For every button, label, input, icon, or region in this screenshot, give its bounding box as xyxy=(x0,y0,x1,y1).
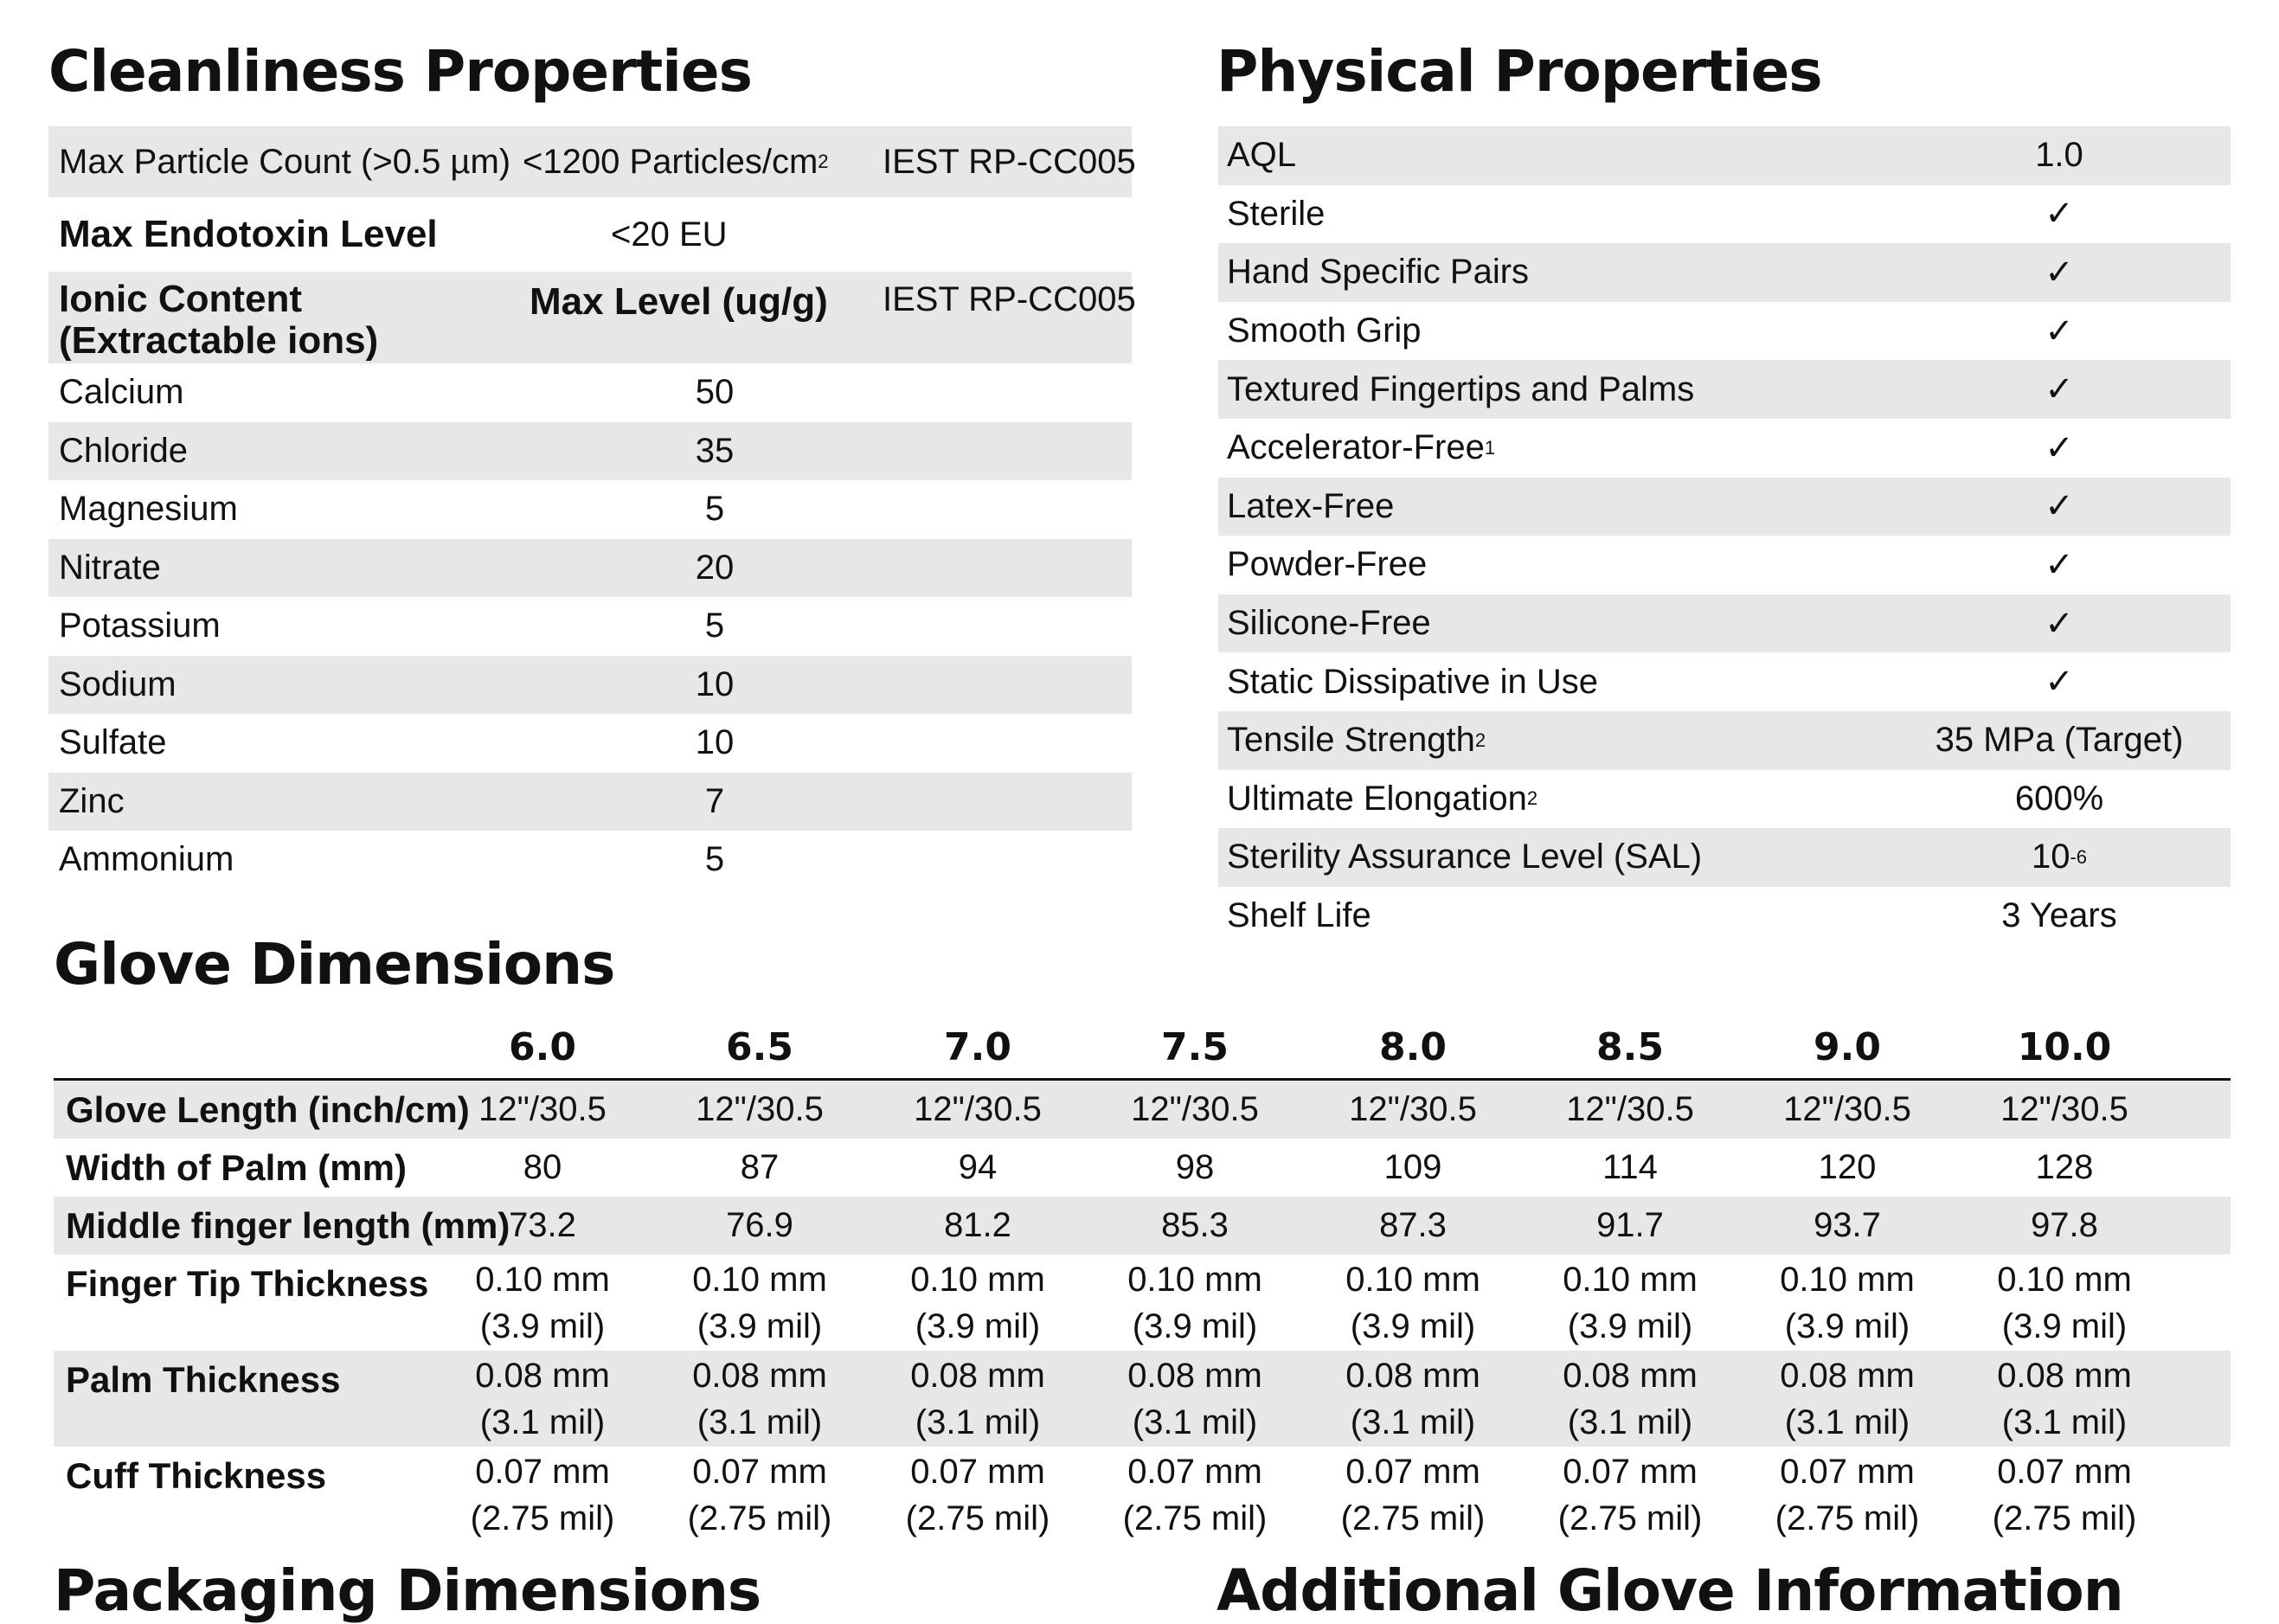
ion-name: Ammonium xyxy=(59,840,234,879)
dimension-mm: 0.10 mm xyxy=(1780,1260,1915,1299)
table-row xyxy=(1218,126,2231,185)
property-value xyxy=(1929,887,2189,946)
dimension-mm: 0.07 mm xyxy=(1780,1452,1915,1491)
property-label-text: Textured Fingertips and Palms xyxy=(1227,369,1695,408)
dimension-mil: (3.1 mil) xyxy=(697,1403,823,1441)
property-label-text: Latex-Free xyxy=(1227,486,1395,525)
property-value-text: ✓ xyxy=(2045,604,2074,643)
ion-name: Chloride xyxy=(59,431,188,470)
ion-value: 7 xyxy=(704,781,725,820)
dimension-value: 12"/30.5 xyxy=(914,1090,1042,1128)
dimension-mil: (3.9 mil) xyxy=(1132,1306,1258,1345)
table-row xyxy=(48,422,1132,481)
max-level-header: Max Level (ug/g) xyxy=(530,280,828,323)
property-value-text: ✓ xyxy=(2045,663,2074,702)
dimension-mm: 0.08 mm xyxy=(475,1356,610,1395)
dimension-label: Width of Palm (mm) xyxy=(66,1146,407,1188)
endotoxin-label: Max Endotoxin Level xyxy=(59,213,438,255)
dimension-value xyxy=(664,1351,855,1447)
table-row xyxy=(54,1197,2231,1255)
dimension-value: 128 xyxy=(2035,1148,2094,1186)
property-label xyxy=(1227,828,1702,887)
size-header: 10.0 xyxy=(2017,1024,2112,1069)
dimension-mil: (2.75 mil) xyxy=(687,1499,832,1537)
particle-count-label: Max Particle Count (>0.5 µm) xyxy=(59,142,511,181)
property-value xyxy=(1929,536,2189,594)
table-row xyxy=(1218,594,2231,653)
property-label: Ultimate Elongation 2 xyxy=(1227,779,1538,818)
dimension-value: 94 xyxy=(958,1148,998,1186)
dimension-mil: (2.75 mil) xyxy=(1557,1499,1703,1537)
dimension-value xyxy=(1535,1447,1725,1543)
table-row xyxy=(48,272,1136,363)
property-value xyxy=(1929,711,2189,770)
dimension-value xyxy=(1535,1351,1725,1447)
dimension-mil: (3.9 mil) xyxy=(479,1306,606,1345)
property-label xyxy=(1227,652,1598,711)
dimension-mm: 0.10 mm xyxy=(1345,1260,1480,1299)
size-header: 7.0 xyxy=(944,1024,1011,1069)
dimension-value xyxy=(1318,1255,1508,1351)
table-row xyxy=(54,1351,2231,1447)
dimension-value: 12"/30.5 xyxy=(1783,1090,1911,1128)
dimension-value: 85.3 xyxy=(1161,1206,1229,1244)
size-header-row xyxy=(54,1016,2231,1081)
dimension-mm: 0.10 mm xyxy=(1997,1260,2132,1299)
dimension-value xyxy=(883,1255,1073,1351)
dimension-mm: 0.10 mm xyxy=(692,1260,827,1299)
property-label-text: Shelf Life xyxy=(1227,896,1371,935)
packaging-title: Packaging Dimensions xyxy=(54,1557,761,1624)
property-value xyxy=(1929,126,2189,185)
table-row xyxy=(48,831,1132,889)
dimension-mil: (3.1 mil) xyxy=(1132,1403,1258,1441)
dimension-mil: (3.9 mil) xyxy=(1784,1306,1910,1345)
dimension-value: 120 xyxy=(1818,1148,1877,1186)
size-header: 6.5 xyxy=(726,1024,793,1069)
dimension-value: 12"/30.5 xyxy=(1566,1090,1694,1128)
table-row xyxy=(48,363,1132,422)
physical-title: Physical Properties xyxy=(1217,38,1822,105)
ionic-content-label: Ionic Content (Extractable ions) xyxy=(59,278,379,362)
dimension-mil: (3.9 mil) xyxy=(1567,1306,1693,1345)
dimension-value: 12"/30.5 xyxy=(1349,1090,1477,1128)
property-value-text: 600% xyxy=(2014,779,2104,818)
property-label xyxy=(1227,126,1296,185)
dimension-value: 87.3 xyxy=(1379,1206,1447,1244)
dimension-mil: (3.1 mil) xyxy=(915,1403,1041,1441)
dimension-mil: (2.75 mil) xyxy=(1775,1499,1920,1537)
property-value xyxy=(1929,360,2189,419)
property-label xyxy=(1227,478,1394,536)
size-header: 6.0 xyxy=(509,1024,576,1069)
ion-value: 10 xyxy=(695,664,735,703)
dimension-mm: 0.07 mm xyxy=(1997,1452,2132,1491)
property-label-text: Silicone-Free xyxy=(1227,604,1431,643)
dimension-value xyxy=(1752,1351,1942,1447)
property-value-text: 3 Years xyxy=(2001,896,2117,935)
dimension-mm: 0.08 mm xyxy=(1997,1356,2132,1395)
ion-value: 35 xyxy=(695,431,735,470)
dimension-mm: 0.10 mm xyxy=(1127,1260,1262,1299)
dimension-value xyxy=(1318,1447,1508,1543)
dimension-label: Middle finger length (mm) xyxy=(66,1204,510,1246)
property-label xyxy=(1227,185,1325,244)
dimension-mm: 0.07 mm xyxy=(910,1452,1045,1491)
table-row xyxy=(48,714,1132,773)
size-header: 7.5 xyxy=(1161,1024,1229,1069)
property-value xyxy=(1929,302,2189,361)
property-label: Tensile Strength 2 xyxy=(1227,721,1486,760)
table-row xyxy=(1218,887,2231,946)
dimension-value xyxy=(1969,1447,2160,1543)
dimension-mm: 0.07 mm xyxy=(1563,1452,1698,1491)
cleanliness-table xyxy=(48,126,1136,889)
dimension-mm: 0.08 mm xyxy=(1345,1356,1480,1395)
table-row xyxy=(48,597,1132,656)
dimension-mil: (2.75 mil) xyxy=(470,1499,615,1537)
dimension-value: 109 xyxy=(1383,1148,1442,1186)
table-row xyxy=(1218,828,2231,887)
ion-name: Nitrate xyxy=(59,548,161,587)
dimension-value xyxy=(1100,1255,1290,1351)
ion-value: 20 xyxy=(695,548,735,587)
ion-name: Calcium xyxy=(59,373,184,412)
dimension-mil: (2.75 mil) xyxy=(1992,1499,2137,1537)
dimension-mm: 0.07 mm xyxy=(1127,1452,1262,1491)
dimension-label: Palm Thickness xyxy=(66,1359,341,1400)
dimension-mm: 0.10 mm xyxy=(910,1260,1045,1299)
table-row xyxy=(48,773,1132,831)
property-label xyxy=(1227,243,1529,302)
dimension-value xyxy=(664,1447,855,1543)
dimension-value: 12"/30.5 xyxy=(478,1090,607,1128)
dimension-value xyxy=(1969,1351,2160,1447)
dimension-value xyxy=(883,1351,1073,1447)
ion-value: 10 xyxy=(695,723,735,762)
dimension-value xyxy=(1752,1255,1942,1351)
ion-name: Potassium xyxy=(59,607,221,645)
table-row xyxy=(48,197,1132,272)
dimension-mil: (3.1 mil) xyxy=(2001,1403,2128,1441)
table-row xyxy=(1218,185,2231,244)
property-value-text: ✓ xyxy=(2045,370,2074,409)
table-row xyxy=(1218,478,2231,536)
table-row xyxy=(1218,419,2231,478)
dimension-label: Cuff Thickness xyxy=(66,1455,327,1496)
table-row xyxy=(54,1255,2231,1351)
dimension-label: Finger Tip Thickness xyxy=(66,1263,429,1304)
dimension-mil: (2.75 mil) xyxy=(1122,1499,1268,1537)
property-value xyxy=(1929,419,2189,478)
table-row xyxy=(1218,770,2231,829)
property-label-text: Sterility Assurance Level (SAL) xyxy=(1227,838,1703,876)
table-row xyxy=(1218,652,2231,711)
dimension-value xyxy=(1969,1255,2160,1351)
dimension-mm: 0.08 mm xyxy=(692,1356,827,1395)
ion-value: 5 xyxy=(704,607,725,645)
property-value-text: 1.0 xyxy=(2035,136,2083,175)
dimension-mil: (3.1 mil) xyxy=(1350,1403,1476,1441)
dimension-mm: 0.08 mm xyxy=(910,1356,1045,1395)
dimension-mm: 0.10 mm xyxy=(475,1260,610,1299)
dimension-value: 93.7 xyxy=(1814,1206,1881,1244)
ion-value: 50 xyxy=(695,373,735,412)
dimension-mil: (3.9 mil) xyxy=(697,1306,823,1345)
dimension-value xyxy=(883,1447,1073,1543)
table-row xyxy=(1218,243,2231,302)
table-row xyxy=(54,1447,2231,1543)
dimension-value xyxy=(447,1351,638,1447)
dimension-mm: 0.07 mm xyxy=(1345,1452,1480,1491)
property-label-text: Accelerator-Free xyxy=(1227,428,1485,467)
dimension-value: 12"/30.5 xyxy=(2000,1090,2128,1128)
ion-name: Sulfate xyxy=(59,723,167,762)
property-value-text: ✓ xyxy=(2045,195,2074,234)
property-label-text: Sterile xyxy=(1227,194,1326,233)
dimension-value xyxy=(1100,1447,1290,1543)
table-row xyxy=(1218,711,2231,770)
property-label-text: Powder-Free xyxy=(1227,545,1428,584)
dimension-label: Glove Length (inch/cm) xyxy=(66,1088,470,1130)
dimension-value xyxy=(1535,1255,1725,1351)
dimension-mil: (3.1 mil) xyxy=(1567,1403,1693,1441)
dimension-value: 80 xyxy=(523,1148,562,1186)
dimensions-table xyxy=(54,1016,2231,1543)
physical-table xyxy=(1218,126,2231,945)
dimension-value: 114 xyxy=(1602,1148,1658,1186)
property-value-text: 10 xyxy=(2031,838,2070,876)
dimension-value xyxy=(1752,1447,1942,1543)
dimension-mm: 0.07 mm xyxy=(475,1452,610,1491)
property-label-text: Ultimate Elongation xyxy=(1227,779,1527,818)
property-value xyxy=(1929,478,2189,536)
dimension-value: 81.2 xyxy=(944,1206,1011,1244)
property-value xyxy=(1929,652,2189,711)
cleanliness-title: Cleanliness Properties xyxy=(48,38,752,105)
dimension-value: 97.8 xyxy=(2031,1206,2098,1244)
table-row xyxy=(48,539,1132,598)
dimension-value: 12"/30.5 xyxy=(696,1090,824,1128)
dimension-value xyxy=(1100,1351,1290,1447)
ion-value: 5 xyxy=(704,490,725,529)
property-value-text: 35 MPa (Target) xyxy=(1935,721,2184,760)
particle-count-value: <1200 Particles/cm 2 xyxy=(523,142,829,181)
property-value xyxy=(1929,594,2189,653)
property-label-text: Static Dissipative in Use xyxy=(1227,662,1599,701)
ion-name: Magnesium xyxy=(59,490,238,529)
table-row xyxy=(54,1081,2231,1139)
dimension-value: 87 xyxy=(740,1148,780,1186)
table-row xyxy=(1218,302,2231,361)
ion-value: 5 xyxy=(704,840,725,879)
particle-count-standard: IEST RP-CC005 xyxy=(883,142,1136,181)
table-row xyxy=(48,126,1136,197)
dimension-mil: (2.75 mil) xyxy=(905,1499,1050,1537)
property-value: 10 -6 xyxy=(2031,838,2088,876)
property-label xyxy=(1227,360,1694,419)
property-value xyxy=(1929,185,2189,244)
dimension-value xyxy=(664,1255,855,1351)
property-value-text: ✓ xyxy=(2045,545,2074,584)
dimension-value xyxy=(447,1255,638,1351)
dimension-mil: (3.9 mil) xyxy=(2001,1306,2128,1345)
table-row xyxy=(1218,360,2231,419)
property-value xyxy=(1929,770,2189,829)
dimension-mil: (3.1 mil) xyxy=(479,1403,606,1441)
dimension-mm: 0.07 mm xyxy=(692,1452,827,1491)
endotoxin-value: <20 EU xyxy=(611,215,728,254)
property-label: Accelerator-Free 1 xyxy=(1227,428,1496,467)
dimension-mm: 0.08 mm xyxy=(1780,1356,1915,1395)
ion-name: Sodium xyxy=(59,664,177,703)
property-label-text: Smooth Grip xyxy=(1227,311,1422,350)
size-header: 9.0 xyxy=(1814,1024,1881,1069)
dimension-value: 76.9 xyxy=(726,1206,793,1244)
property-label xyxy=(1227,594,1431,653)
property-label-text: AQL xyxy=(1227,136,1297,175)
dimension-mm: 0.08 mm xyxy=(1127,1356,1262,1395)
property-value-text: ✓ xyxy=(2045,253,2074,292)
dimension-value: 73.2 xyxy=(509,1206,576,1244)
size-header: 8.0 xyxy=(1379,1024,1447,1069)
dimension-mil: (3.9 mil) xyxy=(915,1306,1041,1345)
dimension-value xyxy=(1318,1351,1508,1447)
dimension-mil: (3.1 mil) xyxy=(1784,1403,1910,1441)
additional-info-title: Additional Glove Information xyxy=(1217,1557,2123,1624)
table-row xyxy=(1218,536,2231,594)
dimension-mm: 0.10 mm xyxy=(1563,1260,1698,1299)
dimension-mil: (2.75 mil) xyxy=(1340,1499,1486,1537)
dimension-value: 91.7 xyxy=(1596,1206,1664,1244)
ionic-standard: IEST RP-CC005 xyxy=(883,280,1136,318)
size-header: 8.5 xyxy=(1596,1024,1664,1069)
property-label xyxy=(1227,302,1422,361)
ion-name: Zinc xyxy=(59,781,125,820)
property-value-text: ✓ xyxy=(2045,311,2074,350)
dimension-value: 12"/30.5 xyxy=(1131,1090,1259,1128)
property-label-text: Tensile Strength xyxy=(1227,721,1475,760)
table-row xyxy=(54,1139,2231,1197)
dimensions-title: Glove Dimensions xyxy=(54,931,615,998)
table-row xyxy=(48,480,1132,539)
property-value-text: ✓ xyxy=(2045,487,2074,526)
property-label-text: Hand Specific Pairs xyxy=(1227,253,1530,292)
property-label xyxy=(1227,887,1371,946)
property-value-text: ✓ xyxy=(2045,428,2074,467)
dimension-mm: 0.08 mm xyxy=(1563,1356,1698,1395)
dimension-value: 98 xyxy=(1175,1148,1215,1186)
dimension-mil: (3.9 mil) xyxy=(1350,1306,1476,1345)
property-value xyxy=(1929,243,2189,302)
dimension-value xyxy=(447,1447,638,1543)
table-row xyxy=(48,656,1132,715)
property-label xyxy=(1227,536,1427,594)
